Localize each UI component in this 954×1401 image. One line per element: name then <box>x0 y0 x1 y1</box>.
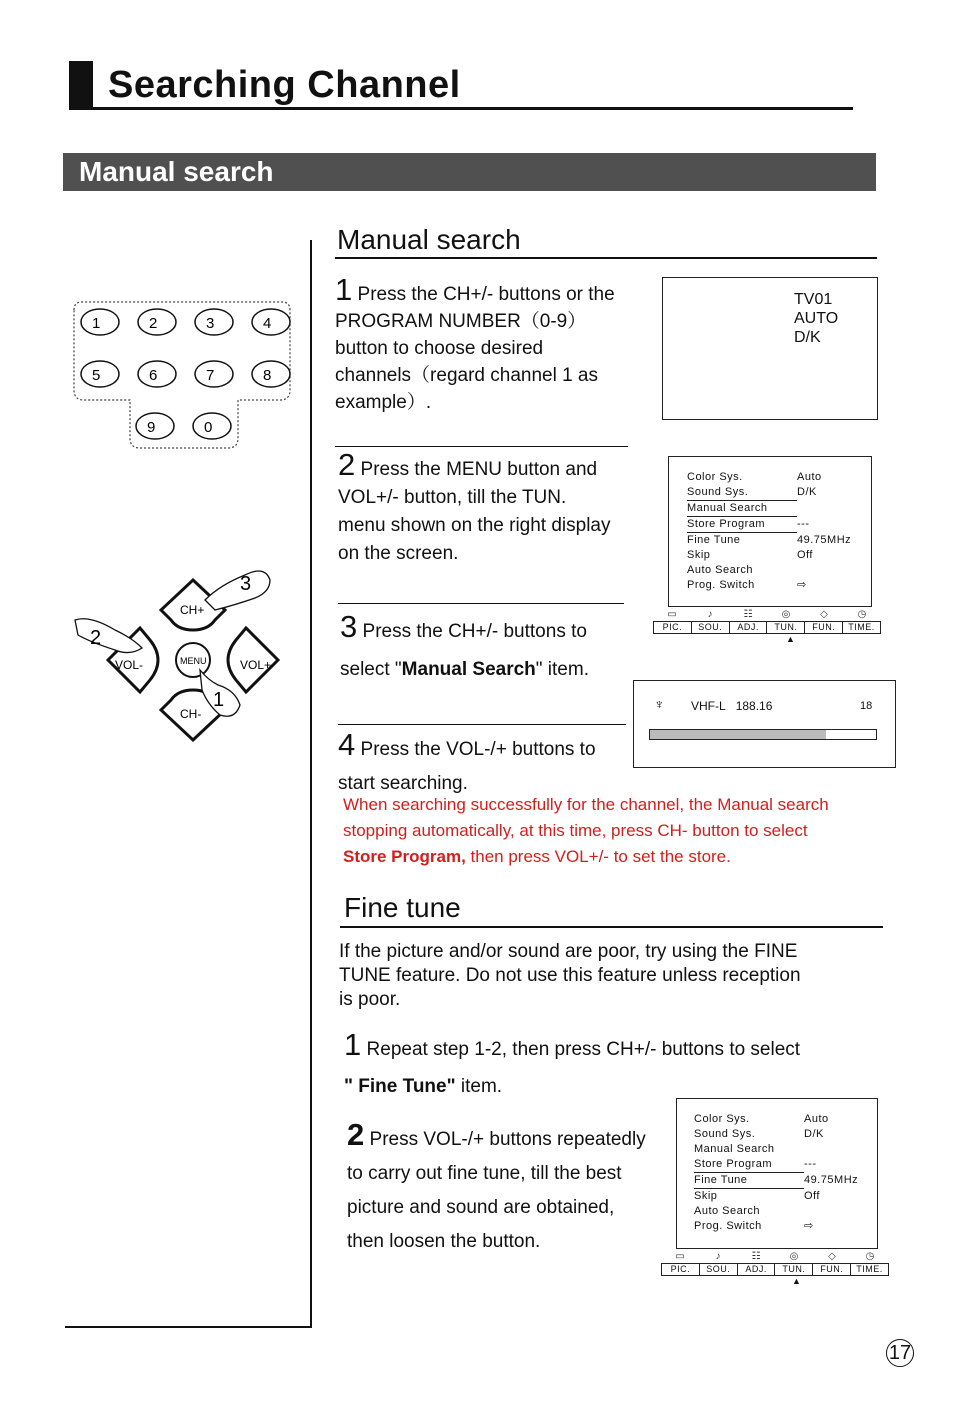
tab-sou: SOU. <box>692 622 730 633</box>
search-progress-screen <box>633 680 896 768</box>
sound-icon: ♪ <box>715 1251 721 1262</box>
step-text: Press the CH+/- buttons or the <box>357 284 615 305</box>
callout-1: 1 <box>213 689 225 711</box>
menu-item-value: Off <box>797 549 813 561</box>
search-progress-fill <box>650 730 826 739</box>
menu-row <box>687 517 862 533</box>
step-text: Press the MENU button and <box>360 459 598 480</box>
menu-item-value: Off <box>804 1190 820 1202</box>
step-text-suffix: item. <box>455 1076 503 1097</box>
tuning-icon: ◎ <box>781 609 791 620</box>
tab-time: TIME. <box>848 622 875 632</box>
step-text: example）. <box>335 392 432 413</box>
step-number: 2 <box>347 1117 365 1152</box>
keypad-key-label: 9 <box>147 419 156 436</box>
menu-row <box>694 1127 869 1142</box>
fine-tune-heading: Fine tune <box>344 892 461 923</box>
page-title: Searching Channel <box>108 64 461 106</box>
menu-row <box>687 485 862 501</box>
clock-icon: ◷ <box>857 609 867 620</box>
tab-adj: ADJ. <box>730 622 768 633</box>
channel-value: 18 <box>860 700 873 712</box>
callout-2: 2 <box>90 627 102 649</box>
menu-item-label: Auto Search <box>694 1205 761 1217</box>
step-text: PROGRAM NUMBER（0-9） <box>335 311 587 332</box>
menu-item-value: D/K <box>797 486 817 498</box>
manual-search-item-name: Manual Search <box>401 659 536 680</box>
menu-item-label: Sound Sys. <box>687 485 797 501</box>
menu-item-value: Auto <box>797 471 822 483</box>
menu-row <box>694 1112 869 1127</box>
menu-item-label: Color Sys. <box>694 1113 750 1125</box>
step-text: Press VOL-/+ buttons repeatedly <box>369 1129 646 1150</box>
callout-3: 3 <box>240 573 252 595</box>
note-line: When searching successfully for the channel, the Manual search <box>343 795 829 814</box>
fine-tune-step-2 <box>347 1118 677 1259</box>
keypad-key-label: 0 <box>204 419 213 436</box>
step-divider <box>338 603 624 604</box>
step-text-suffix: " item. <box>535 659 589 680</box>
step-1 <box>335 272 655 416</box>
function-icon: ◇ <box>828 1251 836 1262</box>
fine-tune-step-1 <box>344 1026 884 1105</box>
step-text: picture and sound are obtained, <box>347 1197 615 1218</box>
note-line: stopping automatically, at this time, press CH- button to select <box>343 821 808 840</box>
ch-up-label: CH+ <box>180 603 205 617</box>
channel-number: TV01 <box>794 291 833 308</box>
menu-row <box>687 563 862 578</box>
bottom-rule <box>65 1326 312 1328</box>
menu-row <box>694 1157 869 1173</box>
keypad-key-label: 7 <box>206 367 215 384</box>
step-text: channels（regard channel 1 as <box>335 365 599 386</box>
keypad-key-label: 8 <box>263 367 272 384</box>
tab-sou: SOU. <box>700 1264 738 1275</box>
menu-item-label: Fine Tune <box>694 1173 804 1189</box>
menu-row <box>687 470 862 485</box>
vol-up-label: VOL+ <box>240 658 272 672</box>
tab-tun: TUN. <box>767 622 805 633</box>
picture-icon: ▭ <box>675 1251 685 1262</box>
step-text: Press the VOL-/+ buttons to <box>360 739 596 760</box>
step-text: then loosen the button. <box>347 1231 541 1252</box>
color-system: AUTO <box>794 310 839 327</box>
sound-icon: ♪ <box>707 609 713 620</box>
tab-pic: PIC. <box>662 1264 700 1275</box>
keypad-key-label: 3 <box>206 315 215 332</box>
note-line: then press VOL+/- to set the store. <box>465 847 731 866</box>
step-text: to carry out fine tune, till the best <box>347 1163 622 1184</box>
step-text: on the screen. <box>338 543 459 564</box>
picture-icon: ▭ <box>667 609 677 620</box>
step-text: menu shown on the right display <box>338 515 611 536</box>
osd-tun-menu <box>668 456 872 607</box>
column-divider <box>310 240 312 1328</box>
menu-item-label: Auto Search <box>687 564 754 576</box>
band-label: VHF-L <box>691 699 726 713</box>
menu-item-value: D/K <box>804 1128 824 1140</box>
menu-row <box>687 533 862 548</box>
step-number: 4 <box>338 727 356 762</box>
selected-tab-indicator-icon: ▲ <box>786 634 795 644</box>
fine-tune-intro <box>339 940 879 1012</box>
tab-fun: FUN. <box>805 622 843 633</box>
menu-item-label: Fine Tune <box>687 534 741 546</box>
step-text: VOL+/- button, till the TUN. <box>338 487 567 508</box>
menu-item-value: ⇨ <box>797 579 807 591</box>
menu-item-value: --- <box>804 1158 817 1170</box>
menu-item-value: ⇨ <box>804 1220 814 1232</box>
vol-down-label: VOL- <box>115 658 144 672</box>
menu-item-label: Skip <box>687 549 711 561</box>
menu-item-label: Manual Search <box>694 1143 775 1155</box>
menu-row <box>694 1142 869 1157</box>
store-program-emphasis: Store Program, <box>343 847 466 866</box>
menu-row <box>694 1219 869 1234</box>
tab-tun: TUN. <box>775 1264 813 1275</box>
sound-system: D/K <box>794 329 821 346</box>
step-divider <box>335 446 628 447</box>
selected-tab-indicator-icon: ▲ <box>792 1276 801 1286</box>
ch-down-label: CH- <box>180 707 202 721</box>
tab-time: TIME. <box>856 1264 883 1274</box>
menu-row <box>687 578 862 593</box>
step-text: start searching. <box>338 773 468 794</box>
step-number: 3 <box>340 609 358 644</box>
osd-tab-bar <box>653 609 881 644</box>
menu-row <box>694 1204 869 1219</box>
tab-icons <box>661 1251 889 1263</box>
menu-label: MENU <box>180 656 207 666</box>
tv-screen-display <box>662 277 878 420</box>
menu-item-label: Prog. Switch <box>694 1220 762 1232</box>
title-rule <box>69 107 853 110</box>
remote-control-diagram <box>70 560 285 755</box>
heading-rule <box>340 926 883 928</box>
step-number: 1 <box>344 1027 362 1062</box>
step-text: Press the CH+/- buttons to <box>362 621 587 642</box>
keypad-key-label: 4 <box>263 315 272 332</box>
tab-pic: PIC. <box>654 622 692 633</box>
search-progress-bar <box>649 729 877 740</box>
number-keypad <box>70 298 294 454</box>
menu-row <box>694 1173 869 1189</box>
step-text: Repeat step 1-2, then press CH+/- buttons to select <box>366 1039 801 1060</box>
step-4 <box>338 728 638 801</box>
tab-adj: ADJ. <box>738 1264 776 1275</box>
adjust-icon: ☷ <box>751 1251 761 1262</box>
menu-item-label: Manual Search <box>687 501 797 517</box>
hand-pointer-3-icon <box>205 571 270 610</box>
menu-item-label: Store Program <box>687 517 797 533</box>
menu-item-value: 49.75MHz <box>804 1174 859 1186</box>
tab-fun: FUN. <box>813 1264 851 1275</box>
intro-line: If the picture and/or sound are poor, try using the FINE <box>339 941 798 962</box>
store-program-note <box>343 792 903 870</box>
step-2 <box>338 447 648 568</box>
menu-item-label: Color Sys. <box>687 471 743 483</box>
antenna-icon: ♆ <box>654 696 665 712</box>
keypad-key-label: 5 <box>92 367 101 384</box>
fine-tune-item-name: " Fine Tune" <box>344 1076 456 1097</box>
manual-search-heading: Manual search <box>337 224 521 255</box>
keypad-key-label: 6 <box>149 367 158 384</box>
osd-tab-bar <box>661 1251 889 1286</box>
function-icon: ◇ <box>820 609 828 620</box>
step-number: 2 <box>338 447 356 482</box>
menu-row <box>687 501 862 517</box>
step-divider <box>338 724 626 725</box>
step-number: 1 <box>335 272 353 307</box>
menu-item-label: Store Program <box>694 1157 804 1173</box>
tab-icons <box>653 609 881 621</box>
osd-tun-menu-fine-tune <box>676 1098 878 1249</box>
step-text-prefix: select " <box>340 659 402 680</box>
keypad-key-label: 1 <box>92 315 101 332</box>
page-number: 17 <box>886 1339 914 1367</box>
tuning-icon: ◎ <box>789 1251 799 1262</box>
title-bar-block <box>69 61 93 109</box>
intro-line: is poor. <box>339 989 401 1010</box>
menu-item-value: 49.75MHz <box>797 534 852 546</box>
menu-item-label: Skip <box>694 1190 718 1202</box>
menu-item-value: --- <box>797 518 810 530</box>
menu-item-label: Sound Sys. <box>694 1128 756 1140</box>
step-3 <box>340 608 640 689</box>
menu-item-value: Auto <box>804 1113 829 1125</box>
frequency-value: 188.16 <box>735 699 773 713</box>
intro-line: TUNE feature. Do not use this feature unless reception <box>339 965 801 986</box>
heading-rule <box>335 257 877 259</box>
adjust-icon: ☷ <box>743 609 753 620</box>
menu-row <box>694 1189 869 1204</box>
menu-item-label: Prog. Switch <box>687 579 755 591</box>
keypad-key-label: 2 <box>149 315 158 332</box>
section-title: Manual search <box>79 156 274 187</box>
menu-row <box>687 548 862 563</box>
clock-icon: ◷ <box>865 1251 875 1262</box>
step-text: button to choose desired <box>335 338 544 359</box>
